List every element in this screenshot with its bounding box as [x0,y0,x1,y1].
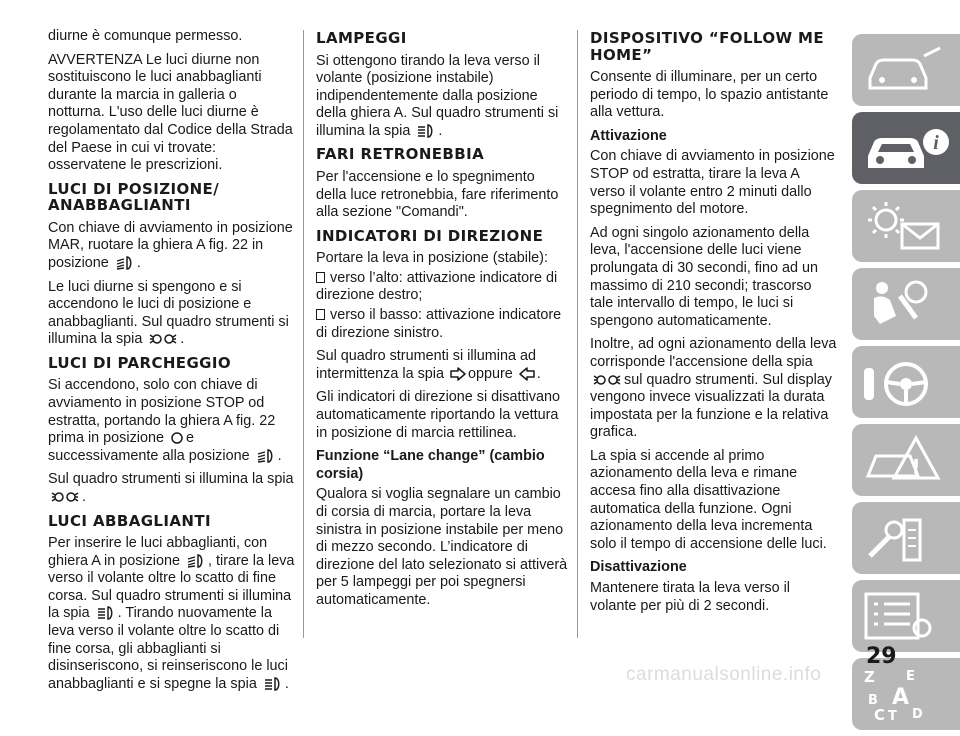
paragraph: Mantenere tirata la leva verso il volante per più di 2 secondi. [590,580,790,614]
watermark: carmanualsonline.info [626,664,822,685]
subheading-disattivazione: Disattivazione [590,559,687,576]
tab-warning-lights[interactable] [852,190,960,262]
subheading-attivazione: Attivazione [590,127,667,144]
section-heading-indicatori: INDICATORI DI DIREZIONE [316,226,544,245]
text: verso il basso: attivazione indicatore di direzione sinistro. [316,307,562,341]
list-item [316,307,568,342]
text: , tirare la leva verso il volante oltre lo scatto di fine corsa. Sul quadro strumenti si illumina la spia [48,552,295,622]
section-heading-follow-me-home: DISPOSITIVO “FOLLOW ME HOME” [590,29,825,64]
low-beam-icon [115,256,135,270]
text: Sul quadro strumenti si illumina la spia [48,471,294,488]
high-beam-icon [263,677,283,691]
section-heading-lampeggi: LAMPEGGI [316,29,407,47]
paragraph: Gli indicatori di direzione si disattivano automaticamente riportando la vettura in posizione di marcia rettilinea. [316,389,560,441]
text: Sul quadro strumenti si illumina ad intermittenza la spia [316,348,536,382]
section-heading-abbaglianti: LUCI ABBAGLIANTI [48,511,211,530]
paragraph [316,348,568,383]
high-beam-icon [96,606,116,620]
text: . [536,365,541,382]
paragraph [590,336,838,442]
subheading-lane-change: Funzione “Lane change” (cambio corsia) [316,448,545,482]
text: e successivamente alla posizione [48,430,250,464]
tab-emergency[interactable] [852,424,960,496]
tab-car-info[interactable] [852,112,960,184]
chapter-tabs [852,34,960,736]
section-heading-retronebbia: FARI RETRONEBBIA [316,145,485,164]
paragraph: diurne è comunque permesso. [48,28,243,44]
paragraph: AVVERTENZA Le luci diurne non sostituiscono le luci anabbaglianti durante la marcia in galleria o notturna. L'uso delle luci diurne è regolamentato dal Codice della Strada del Paese in cui vi trovate: osservatene le prescrizioni. [48,51,293,174]
svg-text:!: ! [911,455,921,479]
column-2 [316,28,568,616]
car-info-icon [860,120,950,176]
position-lights-icon [50,490,80,504]
tab-car[interactable] [852,34,960,106]
text: . [438,122,443,139]
text: sul quadro strumenti. Sul display vengono invece visualizzati la durata impostata per la funzione e la relativa grafica. [590,371,832,441]
position-lights-icon [592,373,622,387]
column-divider [303,30,304,638]
turn-right-arrow-icon [450,367,466,381]
index-letter: D [912,707,923,722]
paragraph: Portare la leva in posizione (stabile): [316,250,548,267]
svg-text:i: i [933,132,939,154]
column-divider [577,30,578,638]
index-letter: B [868,693,878,708]
low-beam-icon [186,554,206,568]
bullet-box-icon [316,272,325,283]
tab-maintenance[interactable] [852,502,960,574]
paragraph: Ad ogni singolo azionamento della leva, l'accensione delle luci viene prolungata di 30 secondi, fino ad un massimo di 210 secondi; trascorso tale intervallo di tempo, le luci si spengono automaticamente. [590,224,819,329]
paragraph [48,279,296,349]
index-letter: T [888,709,897,722]
column-1 [48,28,296,699]
paragraph: Per l'accensione e lo spegnimento della luce retronebbia, fare riferimento alla sezione "Comandi". [316,168,559,221]
paragraph [48,220,296,273]
paragraph: La spia si accende al primo azionamento della leva e rimane accesa fino alla disattivazione automatica della funzione. Ogni azionamento della leva incrementa solo il tempo di accensione delle luci. [590,447,827,552]
text: . [277,447,282,464]
steering-wheel-icon [860,354,950,410]
maintenance-icon [860,510,950,566]
text: Le luci diurne si spengono e si accendono le luci di posizione e anabbaglianti. Sul quadro strumenti si illumina la spia [48,278,289,348]
paragraph [316,53,568,141]
warning-lights-icon [860,198,950,254]
column-3 [590,28,838,621]
text: oppure [467,365,513,382]
section-heading-parcheggio: LUCI DI PARCHEGGIO [48,353,232,372]
paragraph: Consente di illuminare, per un certo periodo di tempo, lo spazio antistante alla vettura. [590,69,829,121]
index-letter: C [874,706,886,722]
text: verso l’alto: attivazione indicatore di direzione destro; [316,269,558,304]
paragraph [48,471,296,506]
specs-icon [860,588,950,644]
emergency-icon [860,432,950,488]
text: . Tirando nuovamente la leva verso il volante oltre lo scatto di fine corsa, gli abbaglianti si disinseriscono, si reinseriscono le luci anabbaglianti e si spegne la spia [48,605,288,692]
index-icon [860,666,950,722]
position-lights-icon [148,332,178,346]
index-letter: E [906,669,915,684]
index-letter: Z [864,668,875,686]
text: . [284,675,289,692]
index-letter: A [892,685,910,710]
paragraph: Qualora si voglia segnalare un cambio di corsia di marcia, portare la leva sinistra in posizione instabile per meno di mezzo secondo. L’indicatore di direzione del lato selezionato si attiverà per 5 lampeggi per poi spegnersi automaticamente. [316,486,568,608]
text: . [136,254,141,271]
text: Si accendono, solo con chiave di avviamento in posizione STOP od estratta, portando la ghiera A fig. 22 prima in posizione [48,377,276,447]
section-heading-posizione: LUCI DI POSIZIONE/ ANABBAGLIANTI [48,179,220,215]
turn-left-arrow-icon [519,367,535,381]
text: Si ottengono tirando la leva verso il volante (posizione instabile) indipendentemente dalla posizione della ghiera A. Sul quadro strumenti si illumina la spia [316,52,559,139]
tab-steering-wheel[interactable] [852,346,960,418]
text: Per inserire le luci abbaglianti, con ghiera A in posizione [48,535,268,569]
airbag-icon [860,276,950,332]
text: Con chiave di avviamento in posizione MAR, ruotare la ghiera A fig. 22 in posizione [48,219,293,271]
high-beam-icon [416,124,436,138]
tab-airbag[interactable] [852,268,960,340]
parking-light-icon [170,431,184,445]
tab-specs[interactable] [852,580,960,652]
paragraph [48,377,296,465]
car-icon [860,42,950,98]
low-beam-icon [256,449,276,463]
text: . [180,331,185,348]
list-item [316,270,568,305]
text: . [82,488,86,505]
page-number: 29 [866,644,897,669]
paragraph: Con chiave di avviamento in posizione STOP od estratta, tirare la leva A verso il volante entro 2 minuti dallo spegnimento del motore. [590,148,835,218]
paragraph [48,535,296,693]
bullet-box-icon [316,309,325,320]
text: Inoltre, ad ogni azionamento della leva corrisponde l'accensione della spia [590,336,837,370]
